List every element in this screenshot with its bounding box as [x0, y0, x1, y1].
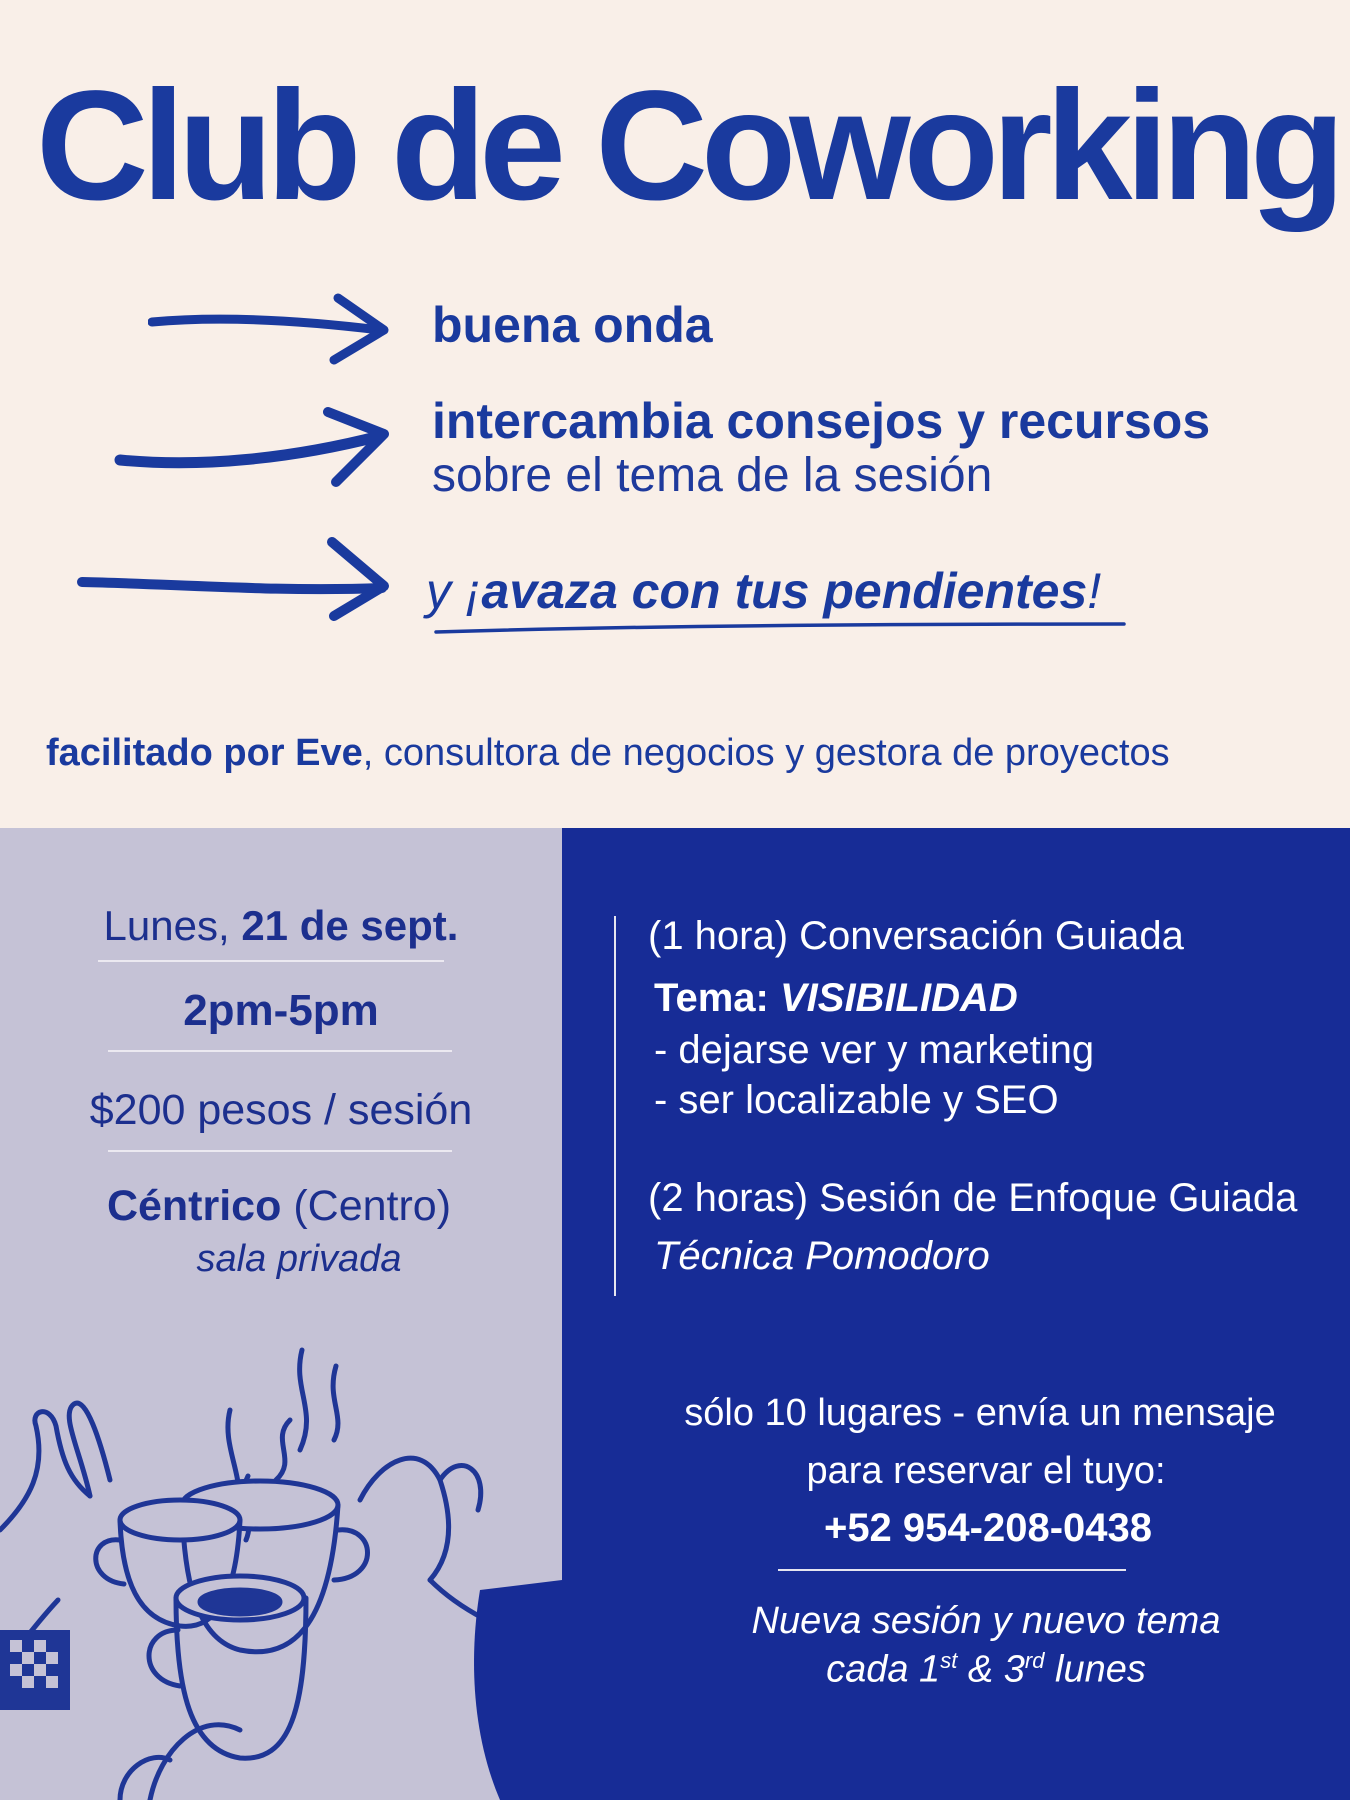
bullet-advance-bold: avaza con tus pendientes	[481, 563, 1088, 619]
session-price: $200 pesos / sesión	[89, 1086, 473, 1134]
agenda-technique: Técnica Pomodoro	[654, 1234, 990, 1278]
bullet-advance-tasks	[426, 562, 1101, 620]
bullet-advance-post: !	[1087, 563, 1102, 619]
agenda-divider	[614, 916, 616, 1296]
schedule-pre: cada 1	[826, 1648, 941, 1691]
bullet-advance-pre: y ¡	[426, 563, 482, 619]
schedule-amp: & 3	[957, 1648, 1025, 1691]
session-location	[0, 1182, 560, 1231]
schedule-line-2	[592, 1648, 1350, 1692]
location-name: Céntrico	[106, 1182, 282, 1230]
bullet-exchange-tips: intercambia consejos y recursos	[432, 393, 1211, 449]
arrow-icon	[114, 402, 398, 492]
hand-underline	[432, 616, 1128, 638]
arrow-icon	[148, 290, 398, 370]
session-time: 2pm-5pm	[183, 986, 379, 1035]
divider	[108, 1150, 452, 1152]
schedule-line-1: Nueva sesión y nuevo tema	[751, 1600, 1221, 1642]
contact-line-2: para reservar el tuyo:	[806, 1450, 1166, 1492]
agenda-topic	[654, 976, 1018, 1021]
bullet-exchange-sub: sobre el tema de la sesión	[432, 449, 993, 502]
agenda-item-2: - ser localizable y SEO	[654, 1078, 1059, 1122]
agenda-item-1: - dejarse ver y marketing	[654, 1028, 1095, 1072]
facilitator-role: , consultora de negocios y gestora de proyectos	[362, 732, 1170, 774]
coffee-cups-illustration	[0, 1330, 562, 1800]
facilitator-line	[46, 732, 1170, 775]
session-day: Lunes,	[103, 902, 242, 949]
agenda-topic-value: VISIBILIDAD	[779, 976, 1018, 1020]
divider	[778, 1569, 1126, 1571]
agenda-part2: (2 horas) Sesión de Enfoque Guiada	[648, 1176, 1298, 1220]
contact-line-1: sólo 10 lugares - envía un mensaje	[684, 1392, 1276, 1434]
schedule-post: lunes	[1044, 1648, 1146, 1691]
arrow-icon	[76, 532, 398, 622]
session-date	[0, 902, 562, 950]
schedule-sup-2: rd	[1024, 1648, 1045, 1673]
session-room: sala privada	[196, 1238, 402, 1280]
facilitator-name: facilitado por Eve	[46, 732, 363, 774]
agenda-topic-label: Tema:	[654, 976, 780, 1020]
schedule-sup-1: st	[940, 1648, 958, 1673]
location-area: (Centro)	[281, 1182, 452, 1230]
session-date-value: 21 de sept.	[241, 902, 459, 949]
contact-phone: +52 954-208-0438	[823, 1506, 1153, 1550]
bullet-good-vibes: buena onda	[432, 297, 713, 353]
poster-title: Club de Coworking	[36, 59, 1339, 233]
divider	[108, 1050, 452, 1052]
agenda-part1: (1 hora) Conversación Guiada	[648, 914, 1184, 958]
divider	[98, 960, 444, 962]
